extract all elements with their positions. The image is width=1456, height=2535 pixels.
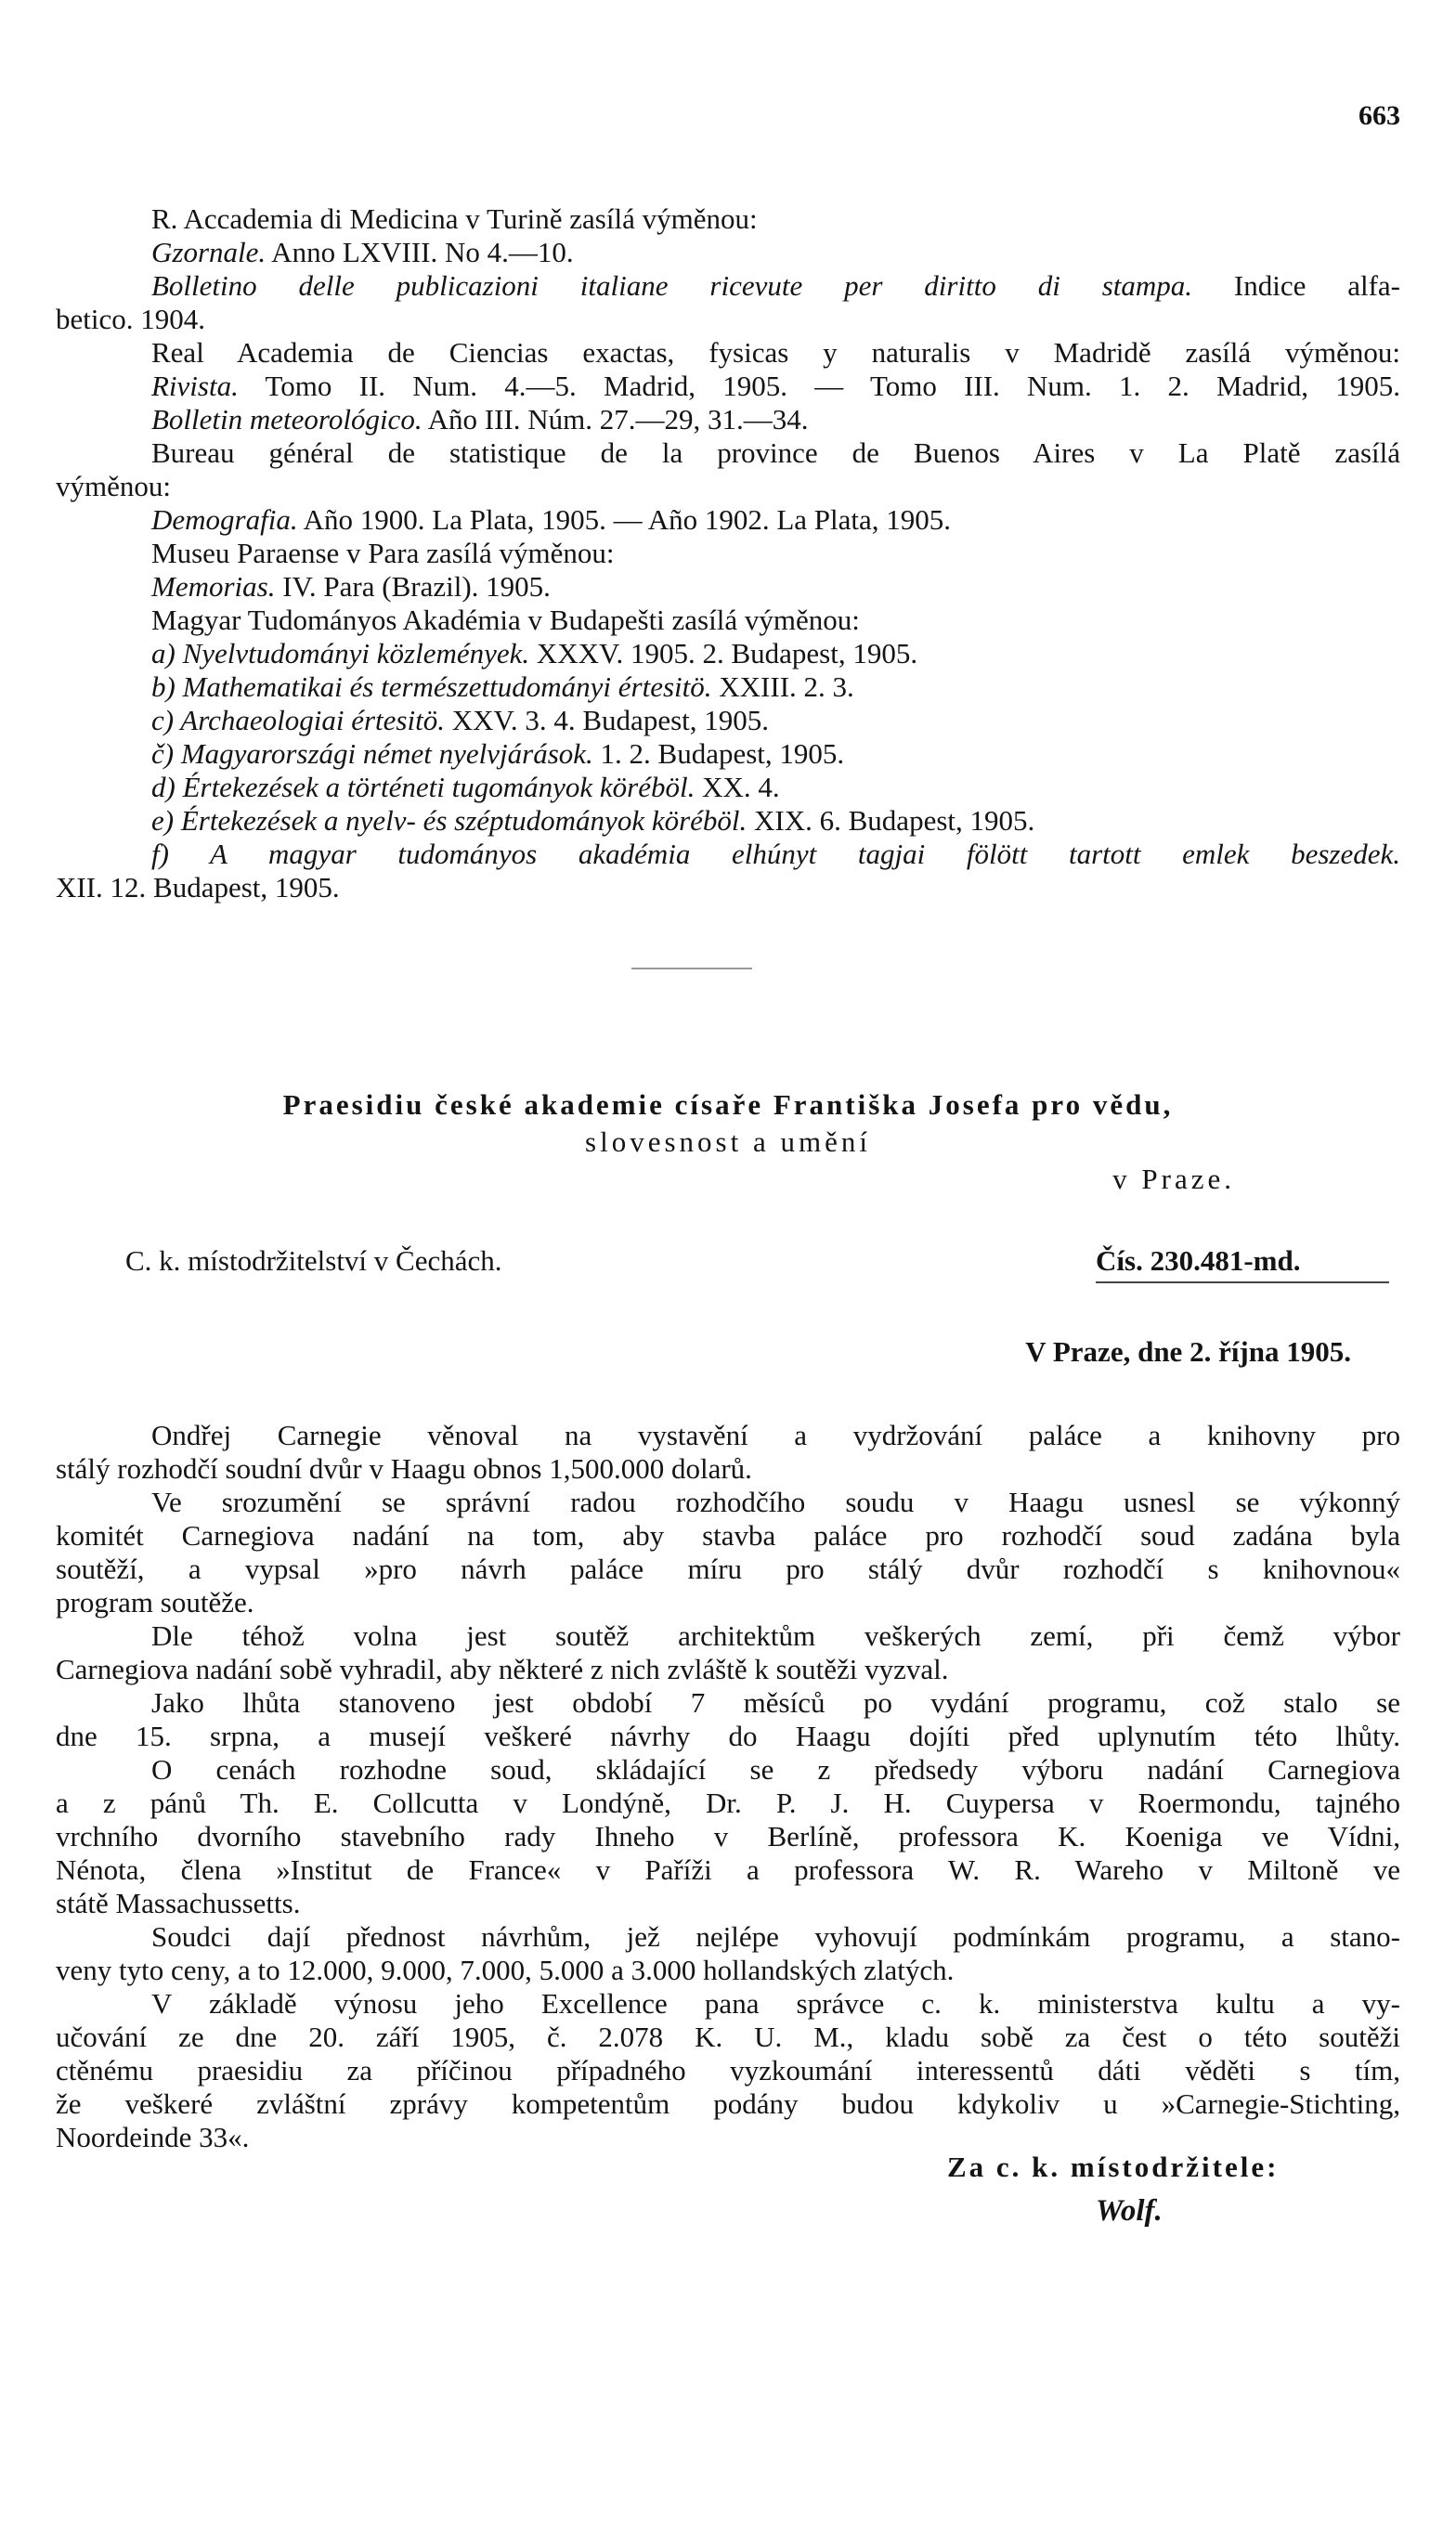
body-line: učování ze dne 20. září 1905, č. 2.078 K. U. M., kladu sobě za čest o této soutěži bbox=[56, 2021, 1400, 2053]
exchange-line: a) Nyelvtudományi közlemények. XXXV. 1905. 2. Budapest, 1905. bbox=[151, 637, 918, 670]
body-line: Ve srozumění se správní radou rozhodčího soudu v Haagu usnesl se výkonný bbox=[151, 1486, 1400, 1518]
body-line: stálý rozhodčí soudní dvůr v Haagu obnos 1,500.000 dolarů. bbox=[56, 1452, 752, 1485]
body-line: Noordeinde 33«. bbox=[56, 2121, 250, 2153]
exchange-line: Bureau général de statistique de la province de Buenos Aires v La Platě zasílá bbox=[151, 436, 1400, 469]
document-page bbox=[56, 0, 1400, 2535]
body-line: a z pánů Th. E. Collcutta v Londýně, Dr. P. J. H. Cuypersa v Roermondu, tajného bbox=[56, 1787, 1400, 1819]
exchange-line: b) Mathematikai és természettudományi értesitö. XXIII. 2. 3. bbox=[151, 670, 854, 703]
closing-line: Za c. k. místodržitele: bbox=[947, 2151, 1280, 2183]
exchange-line: č) Magyarországi német nyelvjárások. 1. 2. Budapest, 1905. bbox=[151, 737, 845, 770]
page-number: 663 bbox=[1358, 100, 1400, 131]
body-line: veny tyto ceny, a to 12.000, 9.000, 7.000, 5.000 a 3.000 hollandských zlatých. bbox=[56, 1954, 955, 1986]
body-line: vrchního dvorního stavebního rady Ihneho v Berlíně, professora K. Koeniga ve Vídni, bbox=[56, 1820, 1400, 1852]
body-line: O cenách rozhodne soud, skládající se z předsedy výboru nadání Carnegiova bbox=[151, 1753, 1400, 1786]
exchange-line: Museu Paraense v Para zasílá výměnou: bbox=[151, 537, 615, 569]
exchange-line: Bolletin meteorológico. Año III. Núm. 27.—29, 31.—34. bbox=[151, 403, 809, 436]
exchange-line: výměnou: bbox=[56, 470, 171, 502]
reference-number: Čís. 230.481-md. bbox=[1096, 1244, 1301, 1277]
recipient-line: slovesnost a umění bbox=[585, 1125, 871, 1158]
exchange-line: d) Értekezések a történeti tugományok köréböl. XX. 4. bbox=[151, 771, 780, 803]
body-line: komitét Carnegiova nadání na tom, aby stavba paláce pro rozhodčí soud zadána byla bbox=[56, 1519, 1400, 1552]
body-line: V základě výnosu jeho Excellence pana správce c. k. ministerstva kultu a vy- bbox=[151, 1987, 1400, 2020]
office-name: C. k. místodržitelství v Čechách. bbox=[125, 1244, 502, 1277]
exchange-line: Rivista. Tomo II. Num. 4.—5. Madrid, 1905. — Tomo III. Num. 1. 2. Madrid, 1905. bbox=[151, 370, 1400, 402]
reference-underline bbox=[1096, 1281, 1389, 1283]
body-line: že veškeré zvláštní zprávy kompetentům podány budou kdykoliv u »Carnegie-Stichting, bbox=[56, 2087, 1400, 2120]
body-line: program soutěže. bbox=[56, 1586, 254, 1618]
body-line: dne 15. srpna, a musejí veškeré návrhy do Haagu dojíti před uplynutím této lhůty. bbox=[56, 1720, 1400, 1752]
body-line: Carnegiova nadání sobě vyhradil, aby některé z nich zvláště k soutěži vyzval. bbox=[56, 1653, 949, 1685]
body-line: Dle téhož volna jest soutěž architektům veškerých zemí, při čemž výbor bbox=[151, 1619, 1400, 1652]
body-line: Nénota, člena »Institut de France« v Paříži a professora W. R. Wareho v Miltoně ve bbox=[56, 1853, 1400, 1886]
body-line: Ondřej Carnegie věnoval na vystavění a vydržování paláce a knihovny pro bbox=[151, 1419, 1400, 1451]
exchange-line: Gzornale. Anno LXVIII. No 4.—10. bbox=[151, 236, 574, 268]
signature: Wolf. bbox=[1096, 2194, 1163, 2228]
exchange-line: Real Academia de Ciencias exactas, fysicas y naturalis v Madridě zasílá výměnou: bbox=[151, 336, 1400, 369]
recipient-city: v Praze. bbox=[1112, 1163, 1235, 1195]
body-line: Soudci dají přednost návrhům, jež nejlépe vyhovují podmínkám programu, a stano- bbox=[151, 1920, 1400, 1953]
exchange-line: Magyar Tudományos Akadémia v Budapešti zasílá výměnou: bbox=[151, 604, 860, 636]
exchange-line: Memorias. IV. Para (Brazil). 1905. bbox=[151, 570, 551, 603]
exchange-line: Demografia. Año 1900. La Plata, 1905. — Año 1902. La Plata, 1905. bbox=[151, 503, 952, 536]
exchange-line: f) A magyar tudományos akadémia elhúnyt tagjai fölött tartott emlek beszedek. bbox=[151, 838, 1400, 870]
section-divider bbox=[631, 968, 752, 969]
exchange-line: Bolletino delle publicazioni italiane ricevute per diritto di stampa. Indice alfa- bbox=[151, 269, 1401, 302]
letter-date: V Praze, dne 2. října 1905. bbox=[1025, 1335, 1351, 1368]
body-line: ctěnému praesidiu za příčinou případného vyzkoumání interessentů dáti věděti s tím, bbox=[56, 2054, 1400, 2086]
exchange-line: c) Archaeologiai értesitö. XXV. 3. 4. Budapest, 1905. bbox=[151, 704, 770, 736]
body-line: soutěží, a vypsal »pro návrh paláce míru pro stálý dvůr rozhodčí s knihovnou« bbox=[56, 1553, 1400, 1585]
body-line: Jako lhůta stanoveno jest období 7 měsíců po vydání programu, což stalo se bbox=[151, 1686, 1400, 1719]
exchange-line: XII. 12. Budapest, 1905. bbox=[56, 871, 340, 904]
exchange-line: betico. 1904. bbox=[56, 303, 205, 335]
recipient-line: Praesidiu české akademie císaře Františka Josefa pro vědu, bbox=[282, 1088, 1174, 1121]
exchange-line: R. Accademia di Medicina v Turině zasílá výměnou: bbox=[151, 202, 758, 235]
body-line: státě Massachussetts. bbox=[56, 1887, 301, 1919]
exchange-line: e) Értekezések a nyelv- és széptudományok köréböl. XIX. 6. Budapest, 1905. bbox=[151, 804, 1035, 837]
